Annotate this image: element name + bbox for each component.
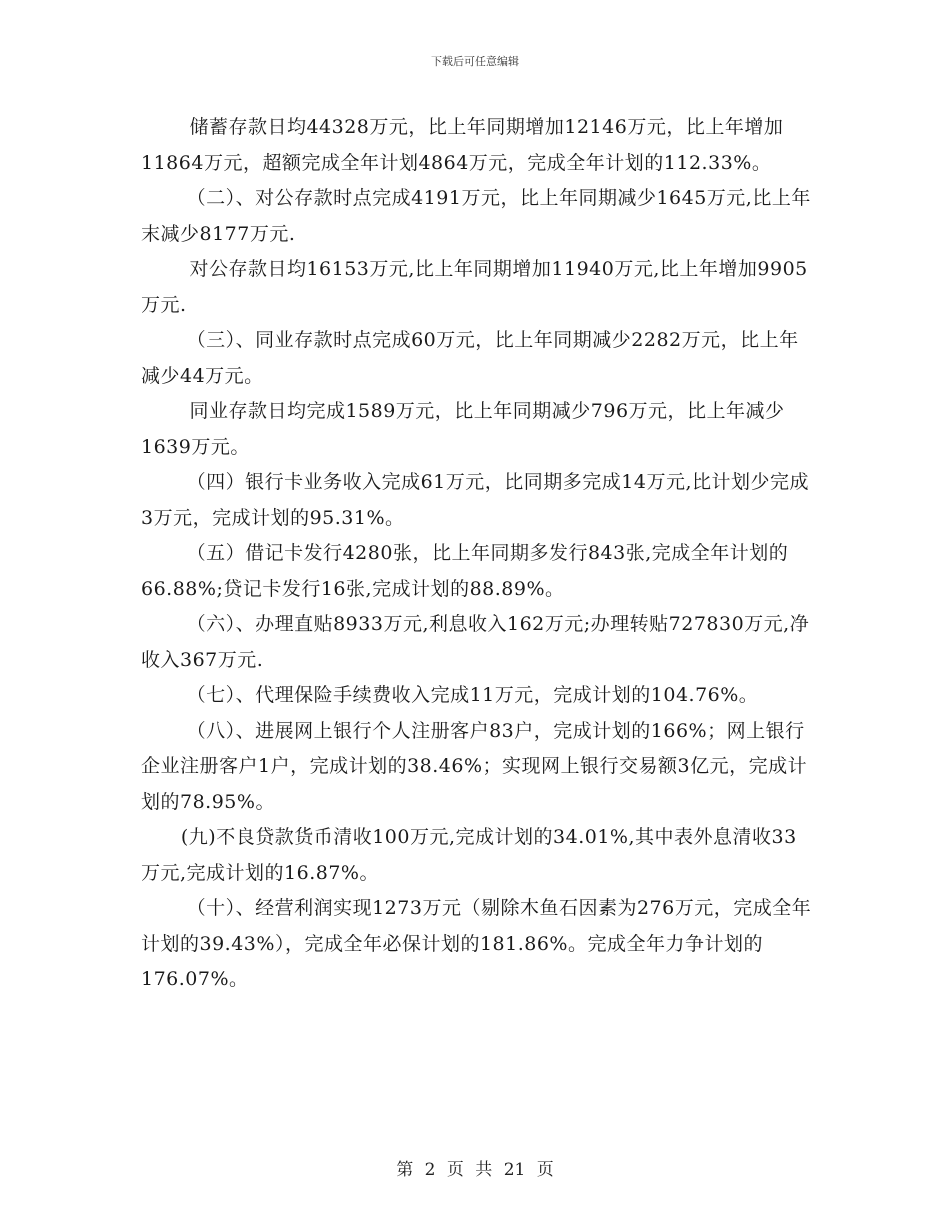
paragraph-10-profit: （十）、经营利润实现1273万元（剔除木鱼石因素为276万元，完成全年计划的39.43%），完成全年必保计划的181.86%。完成全年力争计划的176.07%。 <box>141 897 812 990</box>
document-body <box>141 110 816 998</box>
paragraph-savings-daily: 储蓄存款日均44328万元，比上年同期增加12146万元，比上年增加11864万元，超额完成全年计划4864万元，完成全年计划的112.33%。 <box>141 116 784 174</box>
paragraph-9-bad-loans: (九)不良贷款货币清收100万元,完成计划的34.01%,其中表外息清收33万元,完成计划的16.87%。 <box>141 826 797 884</box>
paragraph-8-online-banking: （八）、进展网上银行个人注册客户83户，完成计划的166%；网上银行企业注册客户1户，完成计划的38.46%；实现网上银行交易额3亿元，完成计划的78.95%。 <box>141 719 808 813</box>
paragraph-4-bank-card: （四）银行卡业务收入完成61万元，比同期多完成14万元,比计划少完成3万元，完成计划的95.31%。 <box>141 471 809 529</box>
paragraph-2-corporate-point: （二）、对公存款时点完成4191万元，比上年同期减少1645万元,比上年末减少8177万元. <box>141 187 811 245</box>
paragraph-6-discount: （六）、办理直贴8933万元,利息收入162万元;办理转贴727830万元,净收入367万元. <box>141 613 810 671</box>
page-footer: 第 2 页 共 21 页 <box>396 1160 554 1180</box>
paragraph-corporate-daily: 对公存款日均16153万元,比上年同期增加11940万元,比上年增加9905万元. <box>141 258 808 316</box>
paragraph-3-interbank-point: （三）、同业存款时点完成60万元，比上年同期减少2282万元，比上年减少44万元。 <box>141 329 799 387</box>
paragraph-5-card-issuance: （五）借记卡发行4280张，比上年同期多发行843张,完成全年计划的66.88%;贷记卡发行16张,完成计划的88.89%。 <box>141 542 789 600</box>
paragraph-7-insurance: （七）、代理保险手续费收入完成11万元，完成计划的104.76%。 <box>186 684 759 706</box>
page-header: 下载后可任意编辑 <box>431 55 519 68</box>
paragraph-interbank-daily: 同业存款日均完成1589万元，比上年同期减少796万元，比上年减少1639万元。 <box>141 400 785 458</box>
